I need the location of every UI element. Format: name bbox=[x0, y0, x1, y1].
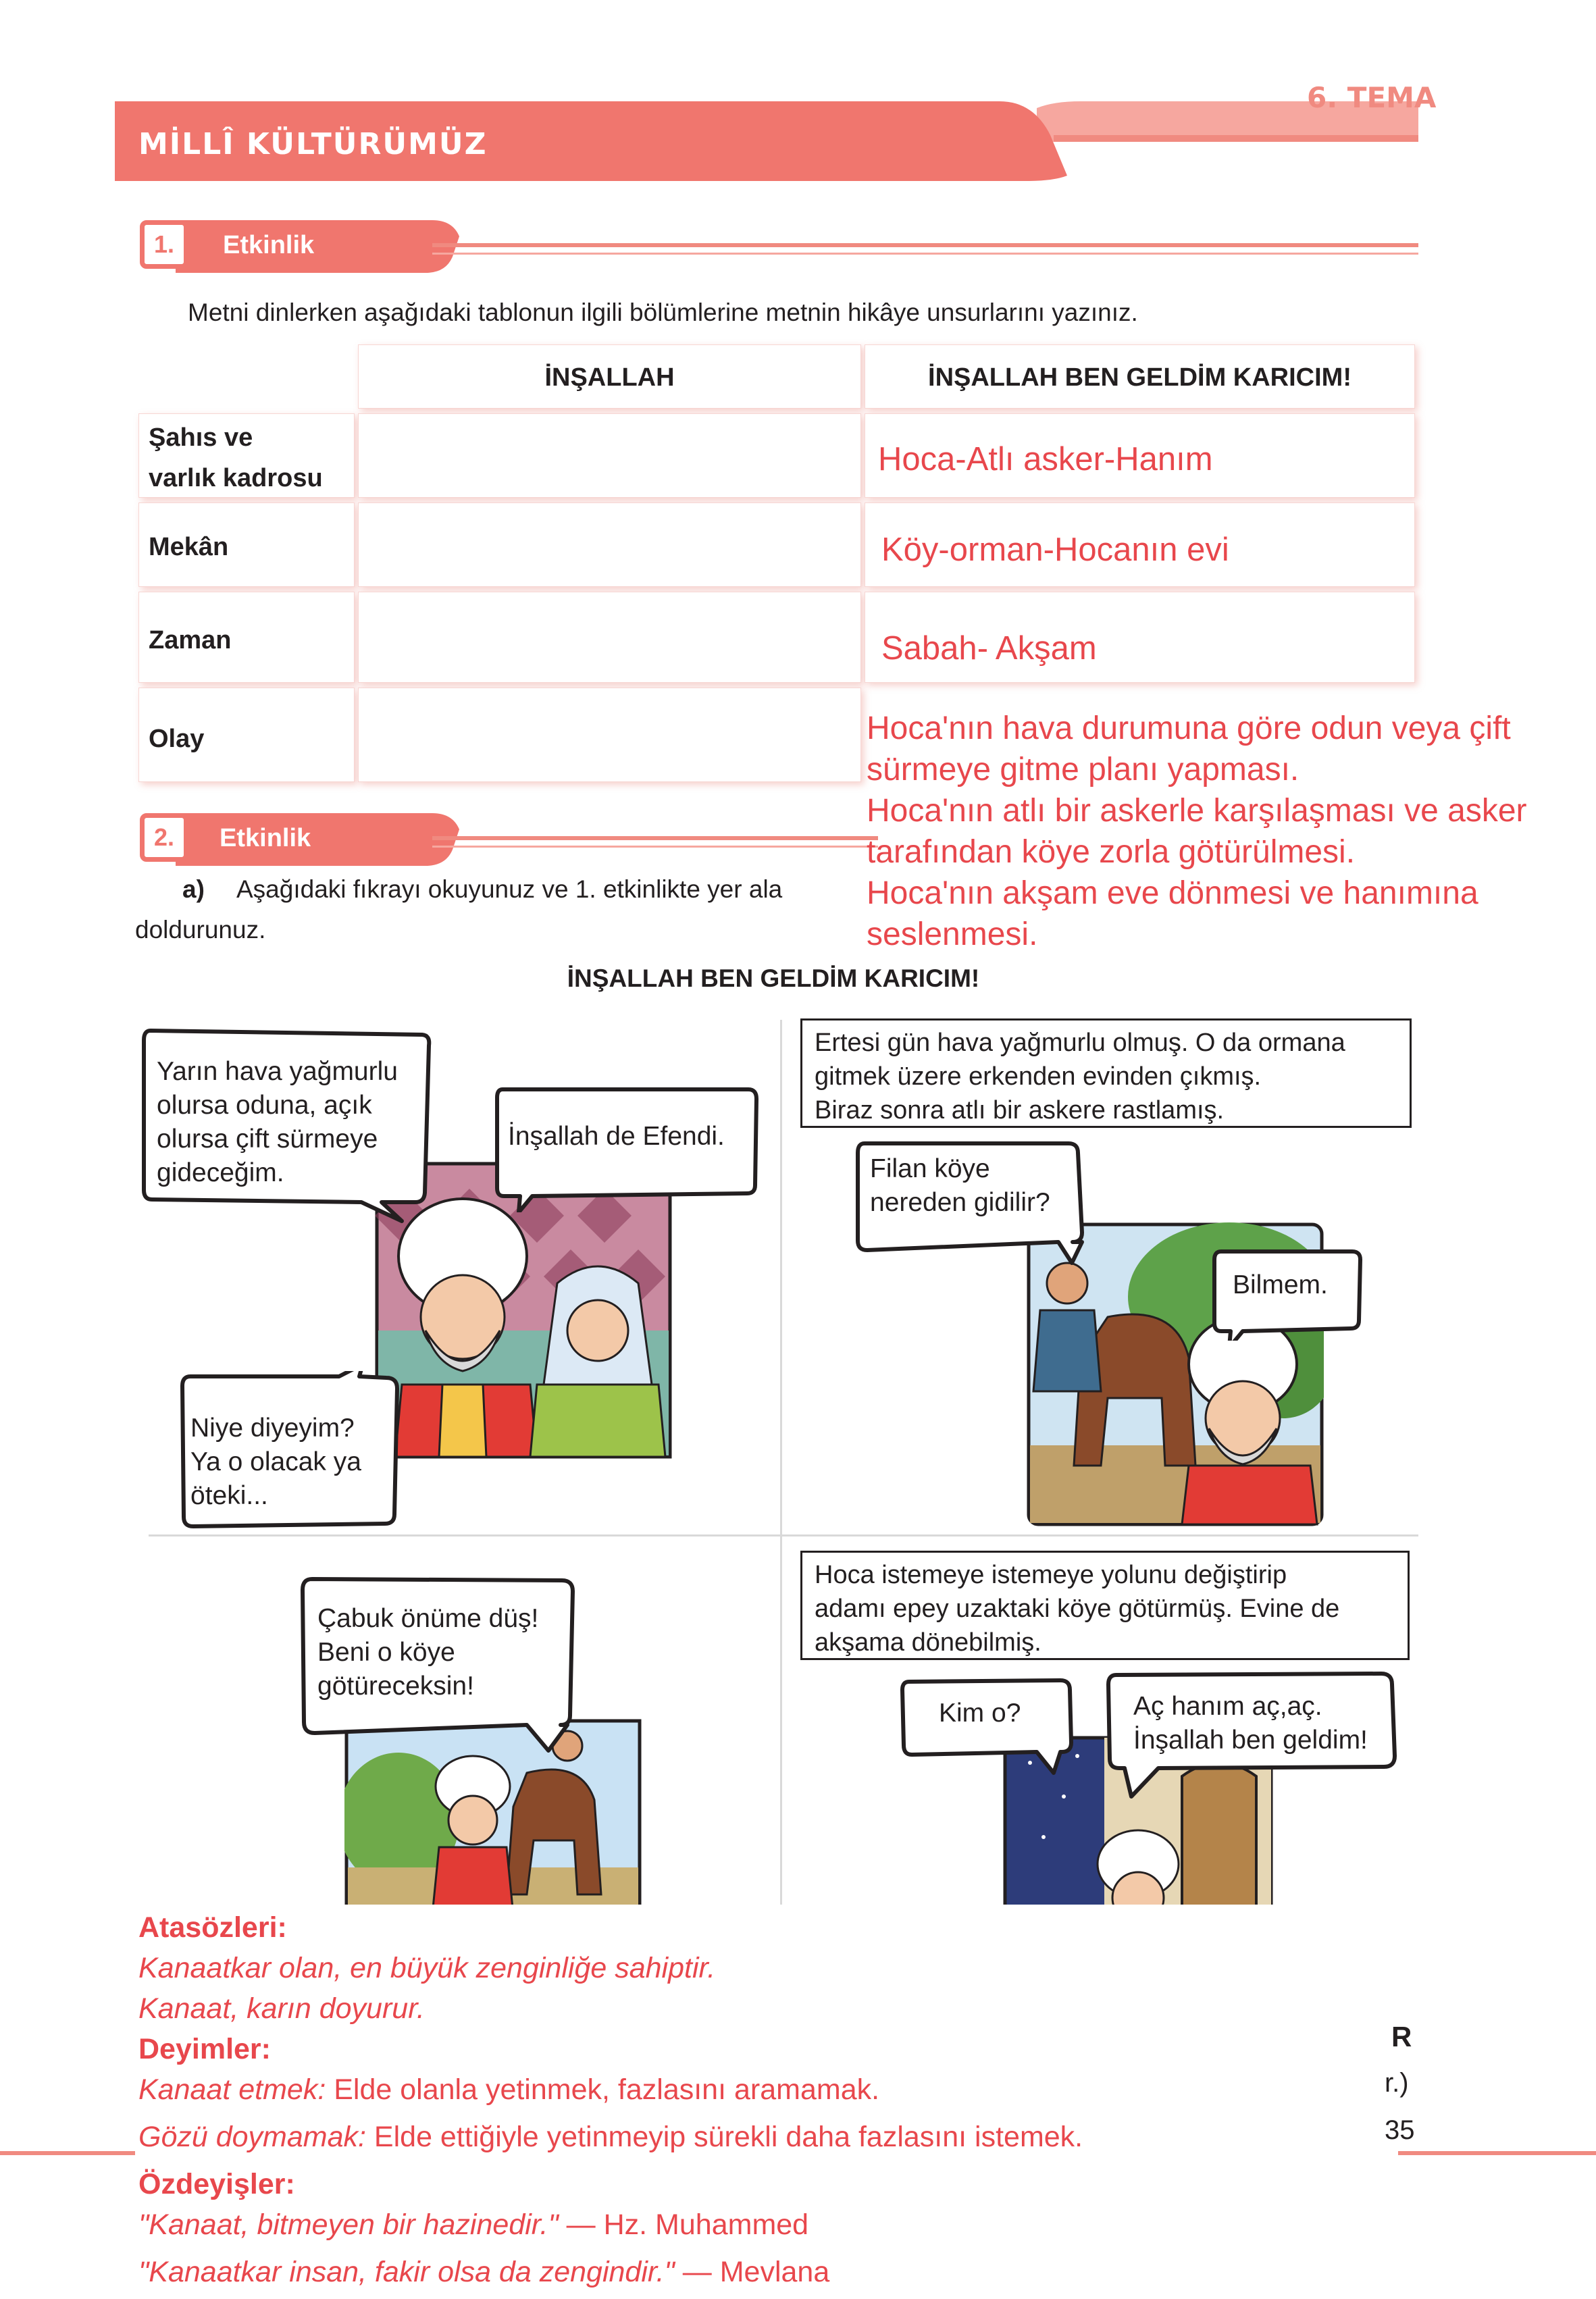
bubble-line: nereden gidilir? bbox=[870, 1188, 1050, 1217]
bubble-line: olursa çift sürmeye bbox=[157, 1125, 378, 1154]
table-cell bbox=[358, 502, 861, 587]
answer-characters: Hoca-Atlı asker-Hanım bbox=[878, 441, 1213, 477]
bubble-line: Niye diyeyim? bbox=[190, 1414, 355, 1443]
aphorism-author: — Hz. Muhammed bbox=[558, 2208, 809, 2241]
footer-line-left bbox=[0, 2151, 135, 2155]
proverb: Kanaatkar olan, en büyük zenginliğe sahiptir. bbox=[138, 1952, 716, 1984]
bubble-text bbox=[190, 1412, 361, 1513]
answer-event-line: seslenmesi. bbox=[867, 916, 1038, 952]
idiom-term: Kanaat etmek: bbox=[138, 2073, 326, 2106]
edge-fragment: r.) bbox=[1385, 2068, 1409, 2098]
unit-title: MİLLÎ KÜLTÜRÜMÜZ bbox=[138, 127, 488, 161]
aphorism-quote: "Kanaat, bitmeyen bir hazinedir." bbox=[138, 2208, 559, 2241]
panel4-narration bbox=[800, 1551, 1410, 1660]
idiom-def: Elde ettiğiyle yetinmeyip sürekli daha fazlasını istemek. bbox=[365, 2121, 1083, 2153]
idiom-def: Elde olanla yetinmek, fazlasını aramamak. bbox=[326, 2073, 880, 2106]
aphorism bbox=[138, 2204, 1083, 2252]
edge-fragment: R bbox=[1391, 2021, 1412, 2052]
narration-line: gitmek üzere erkenden evinden çıkmış. bbox=[815, 1062, 1262, 1091]
proverbs-section bbox=[138, 1907, 1083, 2299]
bubble-line: Yarın hava yağmurlu bbox=[157, 1057, 398, 1086]
bubble-text bbox=[870, 1152, 1050, 1220]
bubble-line: Ya o olacak ya bbox=[190, 1447, 361, 1476]
table-row-label: varlık kadrosu bbox=[149, 464, 323, 492]
activity2-number: 2. bbox=[140, 813, 188, 862]
activity2-instruction: Aşağıdaki fıkrayı okuyunuz ve 1. etkinlikte yer ala bbox=[236, 875, 783, 903]
activity2-label: Etkinlik bbox=[220, 824, 311, 852]
bubble-line: götüreceksin! bbox=[317, 1672, 474, 1701]
aphorism-quote: "Kanaatkar insan, fakir olsa da zengindir." bbox=[138, 2256, 675, 2288]
activity1-label: Etkinlik bbox=[223, 231, 315, 259]
aphorism bbox=[138, 2252, 1083, 2299]
edge-fragment: 35 bbox=[1385, 2115, 1415, 2145]
bubble-text bbox=[157, 1055, 398, 1190]
table-cell bbox=[358, 688, 861, 782]
aphorisms-title: Özdeyişler: bbox=[138, 2168, 295, 2200]
table-cell bbox=[358, 592, 861, 683]
bubble-line: öteki... bbox=[190, 1481, 268, 1510]
activity1-header-bar bbox=[135, 216, 1418, 277]
idioms-title: Deyimler: bbox=[138, 2033, 271, 2065]
answer-event-line: Hoca'nın atlı bir askerle karşılaşması ve asker bbox=[867, 793, 1527, 829]
bubble-text bbox=[1133, 1690, 1368, 1757]
bubble-line: İnşallah ben geldim! bbox=[1133, 1726, 1368, 1755]
narration-line: Hoca istemeye istemeye yolunu değiştirip bbox=[815, 1561, 1287, 1589]
comic-divider-horizontal bbox=[149, 1534, 1418, 1536]
answer-event-line: Hoca'nın akşam eve dönmesi ve hanımına bbox=[867, 875, 1478, 911]
proverbs-title: Atasözleri: bbox=[138, 1911, 287, 1944]
bubble-line: Beni o köye bbox=[317, 1638, 455, 1667]
idiom bbox=[138, 2117, 1083, 2164]
activity2-instruction-line2: doldurunuz. bbox=[135, 916, 266, 944]
theme-label: 6. TEMA bbox=[1307, 81, 1437, 114]
activity1-instruction: Metni dinlerken aşağıdaki tablonun ilgili bölümlerine metnin hikâye unsurlarını yazınız. bbox=[188, 299, 1138, 326]
table-cell bbox=[358, 413, 861, 498]
table-row-label: Zaman bbox=[149, 626, 232, 654]
bubble-text: Bilmem. bbox=[1233, 1270, 1328, 1299]
aphorism-author: — Mevlana bbox=[674, 2256, 830, 2288]
panel2-narration bbox=[800, 1018, 1412, 1128]
table-row-label: Mekân bbox=[149, 533, 229, 561]
bubble-line: Filan köye bbox=[870, 1154, 990, 1183]
narration-line: Biraz sonra atlı bir askere rastlamış. bbox=[815, 1096, 1225, 1125]
idiom-term: Gözü doymamak: bbox=[138, 2121, 366, 2153]
narration-line: akşama dönebilmiş. bbox=[815, 1628, 1041, 1657]
narration-line: adamı epey uzaktaki köye götürmüş. Evine de bbox=[815, 1595, 1340, 1623]
bubble-text: Kim o? bbox=[939, 1699, 1021, 1728]
bubble-line: Çabuk önüme düş! bbox=[317, 1604, 539, 1633]
bubble-text: İnşallah de Efendi. bbox=[508, 1122, 725, 1151]
table-row-label: Şahıs ve bbox=[149, 423, 253, 452]
table-row-label: Olay bbox=[149, 725, 205, 753]
activity2-item-a: a) bbox=[182, 875, 205, 903]
answer-event bbox=[867, 708, 1527, 955]
narration-line: Ertesi gün hava yağmurlu olmuş. O da ormana bbox=[815, 1029, 1345, 1057]
answer-event-line: sürmeye gitme planı yapması. bbox=[867, 752, 1299, 787]
bubble-text bbox=[317, 1602, 538, 1703]
table-col-header-1: İNŞALLAH bbox=[544, 363, 675, 392]
bubble-line: gideceğim. bbox=[157, 1158, 284, 1187]
answer-time: Sabah- Akşam bbox=[881, 630, 1097, 667]
proverb: Kanaat, karın doyurur. bbox=[138, 1992, 425, 2025]
story-title: İNŞALLAH BEN GELDİM KARICIM! bbox=[567, 964, 980, 992]
answer-event-line: tarafından köye zorla götürülmesi. bbox=[867, 834, 1356, 870]
idiom bbox=[138, 2069, 1083, 2117]
bubble-line: Aç hanım aç,aç. bbox=[1133, 1692, 1322, 1721]
footer-line-right bbox=[1398, 2151, 1596, 2155]
comic-divider-vertical bbox=[780, 1020, 782, 1911]
answer-place: Köy-orman-Hocanın evi bbox=[881, 532, 1229, 568]
activity1-number: 1. bbox=[140, 220, 188, 269]
bubble-line: olursa oduna, açık bbox=[157, 1091, 372, 1120]
table-col-header-2: İNŞALLAH BEN GELDİM KARICIM! bbox=[928, 363, 1352, 392]
answer-event-line: Hoca'nın hava durumuna göre odun veya çift bbox=[867, 711, 1511, 746]
